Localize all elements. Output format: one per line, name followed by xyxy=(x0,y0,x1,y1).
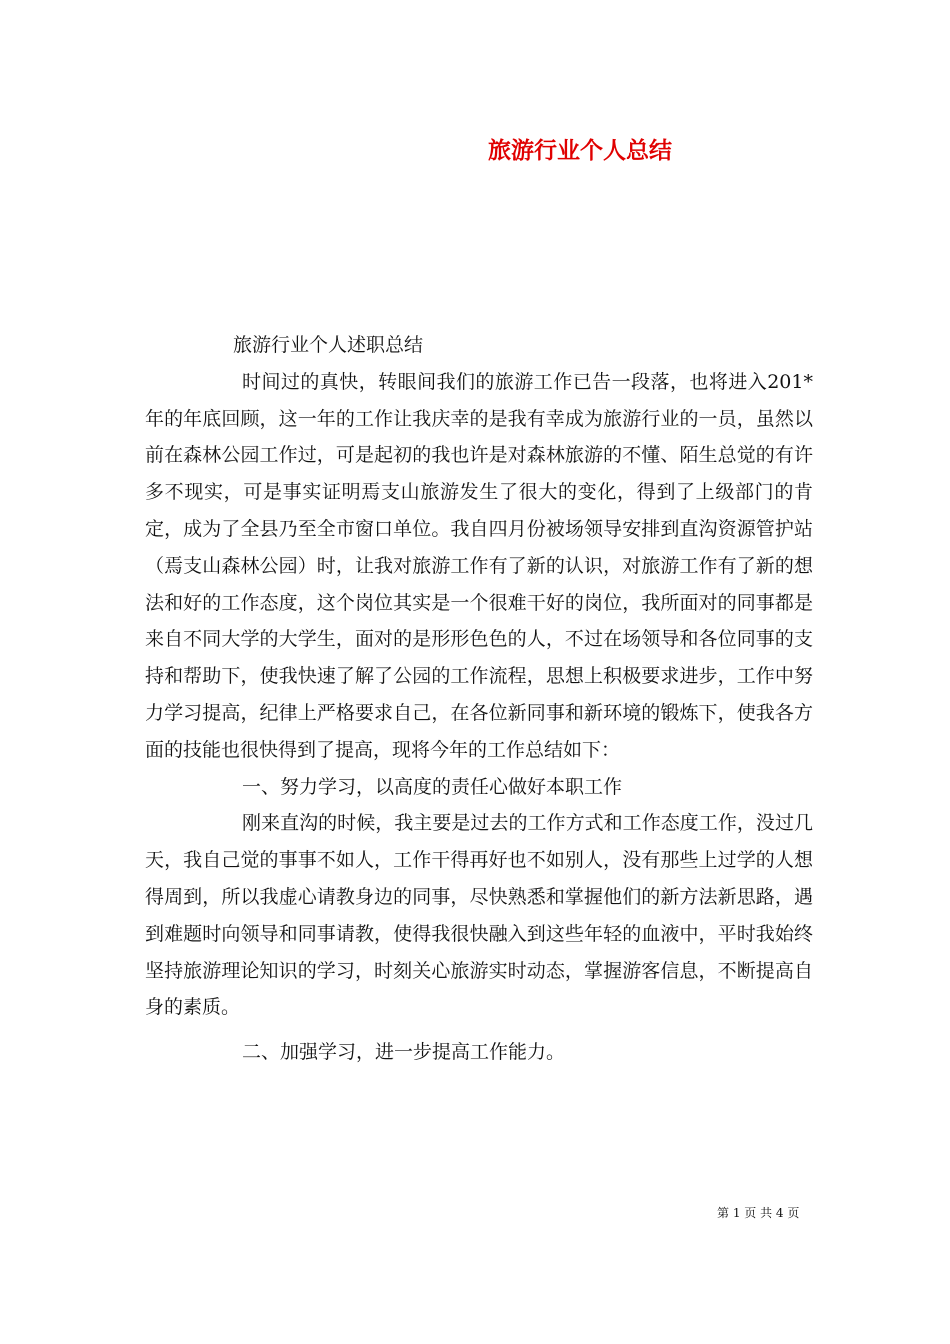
document-subtitle: 旅游行业个人述职总结 xyxy=(233,334,424,356)
document-title: 旅游行业个人总结 xyxy=(488,137,672,164)
page-number-footer: 第 1 页 共 4 页 xyxy=(717,1206,800,1220)
paragraph-section-1: 刚来直沟的时候，我主要是过去的工作方式和工作态度工作，没过几天，我自己觉的事事不如人，工作干得再好也不如别人，没有那些上过学的人想得周到，所以我虚心请教身边的同事，尽快熟悉和掌握他们的新方法新思路，遇到难题时向领导和同事请教，使得我很快融入到这些年轻的血液中，平时我始终坚持旅游理论知识的学习，时刻关心旅游实时动态，掌握游客信息，不断提高自身的素质。 xyxy=(145,812,813,1019)
document-body xyxy=(145,327,813,1071)
section-heading-2: 二、加强学习，进一步提高工作能力。 xyxy=(242,1041,566,1064)
section-heading-1: 一、努力学习，以高度的责任心做好本职工作 xyxy=(242,775,623,798)
paragraph-intro: 时间过的真快，转眼间我们的旅游工作已告一段落，也将进入201*年的年底回顾，这一年的工作让我庆幸的是我有幸成为旅游行业的一员，虽然以前在森林公园工作过，可是起初的我也许是对森林旅游的不懂、陌生总觉的有许多不现实，可是事实证明焉支山旅游发生了很大的变化，得到了上级部门的肯定，成为了全县乃至全市窗口单位。我自四月份被场领导安排到直沟资源管护站（焉支山森林公园）时，让我对旅游工作有了新的认识，对旅游工作有了新的想法和好的工作态度，这个岗位其实是一个很难干好的岗位，我所面对的同事都是来自不同大学的大学生，面对的是形形色色的人，不过在场领导和各位同事的支持和帮助下，使我快速了解了公园的工作流程，思想上积极要求进步，工作中努力学习提高，纪律上严格要求自己，在各位新同事和新环境的锻炼下，使我各方面的技能也很快得到了提高，现将今年的工作总结如下： xyxy=(145,370,813,761)
